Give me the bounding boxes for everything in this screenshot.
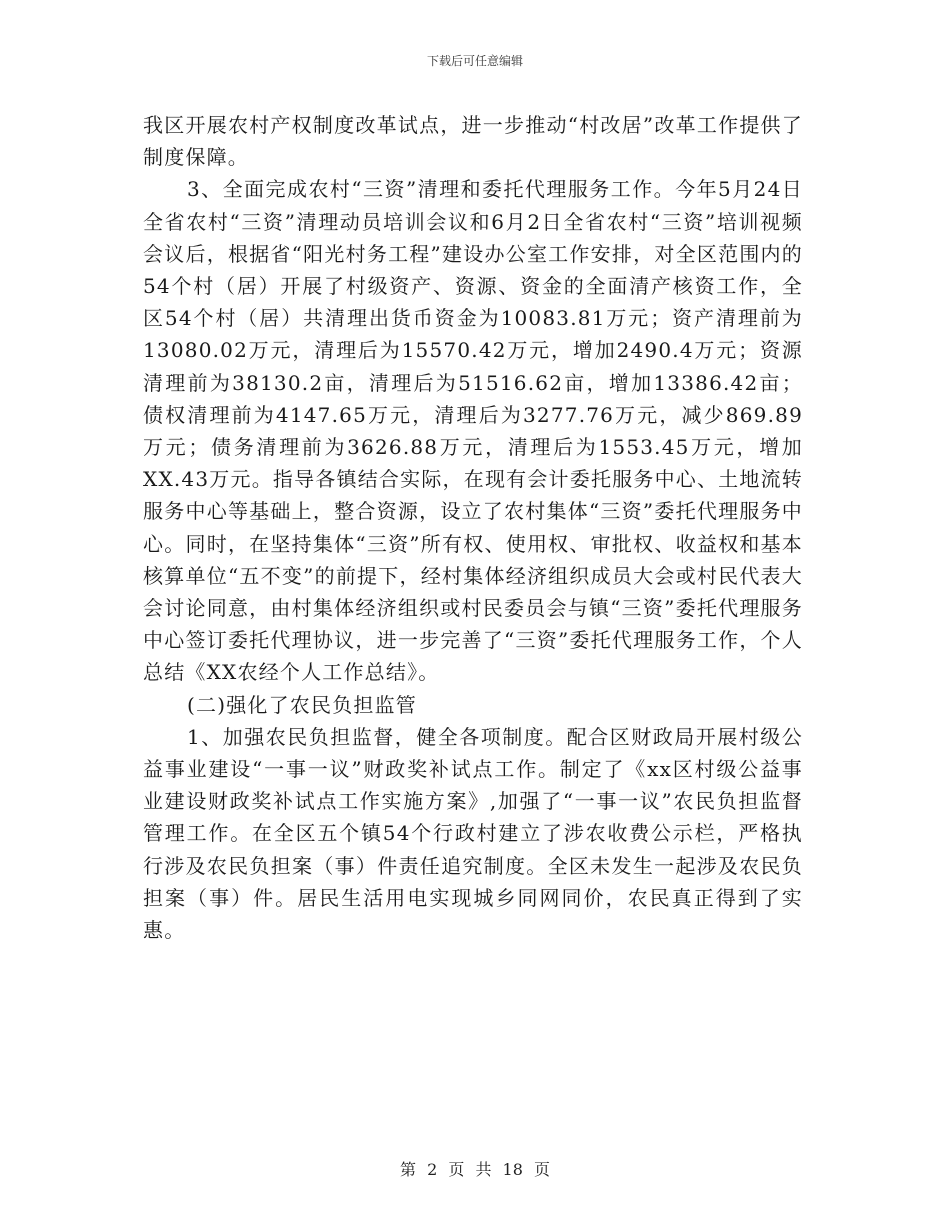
- page-number-footer: 第 2 页 共 18 页: [400, 1160, 550, 1179]
- document-body: [143, 109, 803, 946]
- paragraph-farmer-burden-supervision: 1、加强农民负担监督，健全各项制度。配合区财政局开展村级公益事业建设“一事一议”财政奖补试点工作。制定了《xx区村级公益事业建设财政奖补试点工作实施方案》,加强了“一事一议”农民负担监督管理工作。在全区五个镇54个行政村建立了涉农收费公示栏，严格执行涉及农民负担案（事）件责任追究制度。全区未发生一起涉及农民负担案（事）件。居民生活用电实现城乡同网同价，农民真正得到了实惠。: [143, 724, 803, 943]
- paragraph-continuation: 我区开展农村产权制度改革试点，进一步推动“村改居”改革工作提供了制度保障。: [143, 113, 803, 170]
- page-header-note: 下载后可任意编辑: [426, 54, 523, 68]
- paragraph-sanzi-cleanup: 3、全面完成农村“三资”清理和委托代理服务工作。今年5月24日全省农村“三资”清理动员培训会议和6月2日全省农村“三资”培训视频会议后，根据省“阳光村务工程”建设办公室工作安排，对全区范围内的54个村（居）开展了村级资产、资源、资金的全面清产核资工作，全区54个村（居）共清理出货币资金为10083.81万元；资产清理前为13080.02万元，清理后为15570.42万元，增加2490.4万元；资源清理前为38130.2亩，清理后为51516.62亩，增加13386.42亩；债权清理前为4147.65万元，清理后为3277.76万元，减少869.89万元；债务清理前为3626.88万元，清理后为1553.45万元，增加XX.43万元。指导各镇结合实际，在现有会计委托服务中心、土地流转服务中心等基础上，整合资源，设立了农村集体“三资”委托代理服务中心。同时，在坚持集体“三资”所有权、使用权、审批权、收益权和基本核算单位“五不变”的前提下，经村集体经济组织成员大会或村民代表大会讨论同意，由村集体经济组织或村民委员会与镇“三资”委托代理服务中心签订委托代理协议，进一步完善了“三资”委托代理服务工作，个人总结《XX农经个人工作总结》。: [143, 177, 803, 685]
- section-heading-farmer-burden: (二)强化了农民负担监管: [187, 692, 418, 717]
